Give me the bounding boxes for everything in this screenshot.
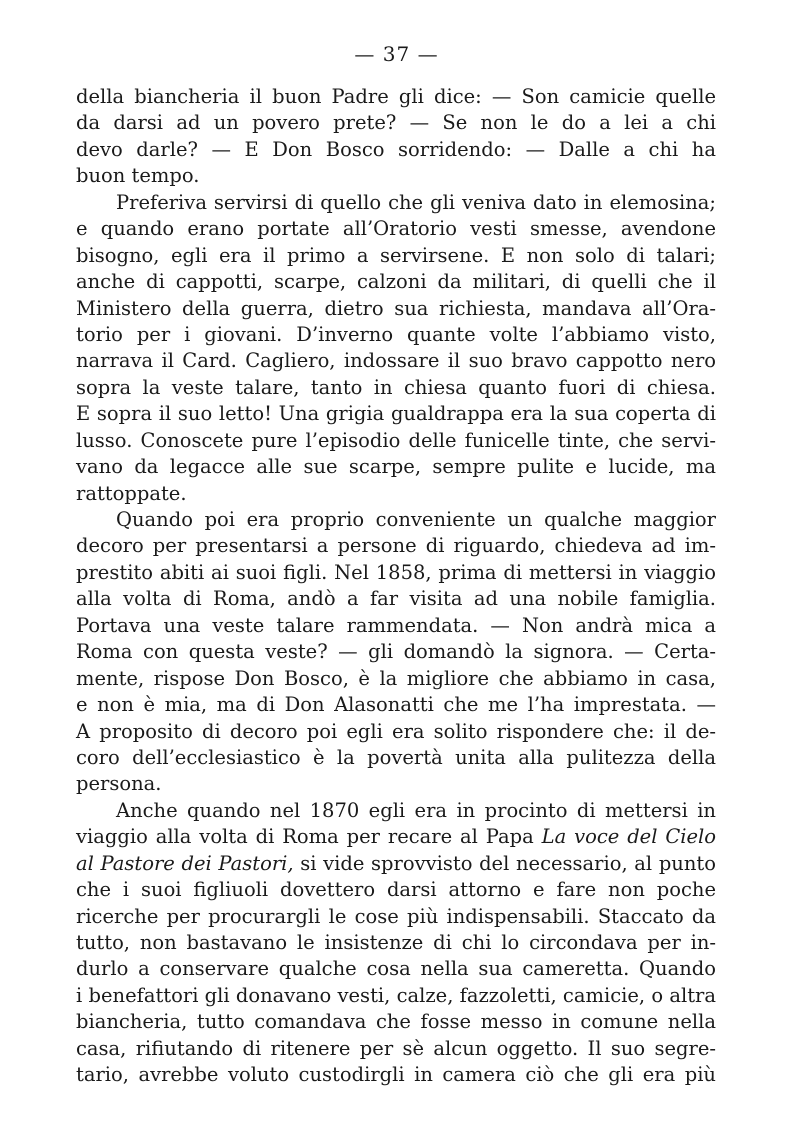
text-line — [76, 824, 716, 850]
text-line — [76, 216, 716, 242]
text-line — [76, 296, 716, 322]
text-line — [76, 1009, 716, 1035]
text-line — [76, 798, 716, 824]
line-text: da darsi ad un povero prete? — Se non le do a lei a chi — [76, 111, 716, 135]
text-line — [76, 771, 716, 797]
line-text: e quando erano portate all’Oratorio vesti smesse, avendone — [76, 217, 716, 241]
line-text: devo darle? — E Don Bosco sorridendo: — Dalle a chi ha — [76, 137, 716, 161]
italic-title-text: La voce del Cielo — [541, 825, 717, 849]
line-text: anche di cappotti, scarpe, calzoni da militari, di quelli che il — [76, 270, 716, 294]
line-text: lusso. Conoscete pure l’episodio delle funicelle tinte, che servi- — [76, 428, 716, 452]
text-line — [76, 269, 716, 295]
text-line — [76, 639, 716, 665]
page-number: — 37 — — [354, 42, 439, 66]
line-text: E sopra il suo letto! Una grigia gualdrappa era la sua coperta di — [76, 402, 716, 426]
line-text: Portava una veste talare rammendata. — Non andrà mica a — [76, 613, 716, 637]
line-text: della biancheria il buon Padre gli dice: — Son camicie quelle — [76, 85, 716, 108]
line-text: rattoppate. — [76, 481, 187, 505]
text-line — [76, 560, 716, 586]
line-text: che i suoi figliuoli dovettero darsi attorno e fare non poche — [76, 878, 716, 902]
line-text: coro dell’ecclesiastico è la povertà unita alla pulitezza della — [76, 745, 716, 769]
text-line — [76, 533, 716, 559]
line-text: sopra la veste talare, tanto in chiesa quanto fuori di chiesa. — [76, 375, 716, 399]
text-line — [76, 322, 716, 348]
line-text: tutto, non bastavano le insistenze di chi lo circondava per in- — [76, 931, 716, 954]
line-text: decoro per presentarsi a persone di riguardo, chiedeva ad im- — [76, 534, 716, 558]
line-text: Preferiva servirsi di quello che gli veniva dato in elemosina; — [116, 190, 716, 214]
text-line — [76, 375, 716, 401]
line-text: narrava il Card. Cagliero, indossare il suo bravo cappotto nero — [76, 349, 716, 373]
line-text: torio per i giovani. D’inverno quante volte l’abbiamo visto, — [76, 322, 716, 346]
line-text: ricerche per procurargli le cose più indispensabili. Staccato da — [76, 904, 716, 928]
line-text: mente, rispose Don Bosco, è la migliore che abbiamo in casa, — [76, 666, 716, 690]
line-text: viaggio alla volta di Roma per recare al Papa — [76, 825, 542, 849]
body-text — [76, 84, 716, 1089]
text-line — [76, 692, 716, 718]
line-text: prestito abiti ai suoi figli. Nel 1858, prima di mettersi in viaggio — [76, 560, 716, 584]
line-text: Roma con questa veste? — gli domandò la signora. — Certa- — [76, 640, 716, 664]
text-line — [76, 348, 716, 374]
text-line — [76, 190, 716, 216]
line-text: bisogno, egli era il primo a servirsene. E non solo di talari; — [76, 243, 716, 267]
text-line — [76, 454, 716, 480]
line-text: Quando poi era proprio conveniente un qualche maggior — [116, 508, 716, 531]
text-line — [76, 163, 716, 189]
line-text: tario, avrebbe voluto custodirgli in camera ciò che gli era più — [76, 1063, 716, 1087]
line-text: si vide sprovvisto del necessario, al punto — [293, 851, 716, 875]
text-line — [76, 930, 716, 956]
line-text: i benefattori gli donavano vesti, calze, fazzoletti, camicie, o altra — [76, 983, 716, 1007]
text-line — [76, 401, 716, 427]
text-line — [76, 719, 716, 745]
line-text: e non è mia, ma di Don Alasonatti che me l’ha imprestata. — — [76, 693, 716, 717]
text-line — [76, 983, 716, 1009]
text-line — [76, 243, 716, 269]
text-line — [76, 613, 716, 639]
text-line — [76, 507, 716, 533]
line-text: casa, rifiutando di ritenere per sè alcun oggetto. Il suo segre- — [76, 1036, 716, 1060]
line-text: persona. — [76, 772, 162, 796]
line-text: alla volta di Roma, andò a far visita ad una nobile famiglia. — [76, 587, 716, 611]
text-line — [76, 586, 716, 612]
line-text: buon tempo. — [76, 164, 200, 188]
text-line — [76, 1062, 716, 1088]
italic-title-text: al Pastore dei Pastori, — [76, 851, 294, 875]
line-text: vano da legacce alle sue scarpe, sempre pulite e lucide, ma — [76, 455, 716, 479]
line-text: A proposito di decoro poi egli era solito rispondere che: il de- — [76, 719, 716, 743]
text-line — [76, 1036, 716, 1062]
line-text: durlo a conservare qualche cosa nella sua cameretta. Quando — [76, 957, 716, 981]
line-text: biancheria, tutto comandava che fosse messo in comune nella — [76, 1010, 716, 1034]
line-text: Anche quando nel 1870 egli era in procinto di mettersi in — [116, 798, 716, 822]
text-line — [76, 137, 716, 163]
text-line — [76, 877, 716, 903]
text-line — [76, 481, 716, 507]
text-line — [76, 110, 716, 136]
text-line — [76, 904, 716, 930]
text-line — [76, 745, 716, 771]
text-line — [76, 851, 716, 877]
text-line — [76, 84, 716, 110]
text-line — [76, 666, 716, 692]
text-line — [76, 428, 716, 454]
text-line — [76, 956, 716, 982]
line-text: Ministero della guerra, dietro sua richiesta, mandava all’Ora- — [76, 296, 716, 320]
